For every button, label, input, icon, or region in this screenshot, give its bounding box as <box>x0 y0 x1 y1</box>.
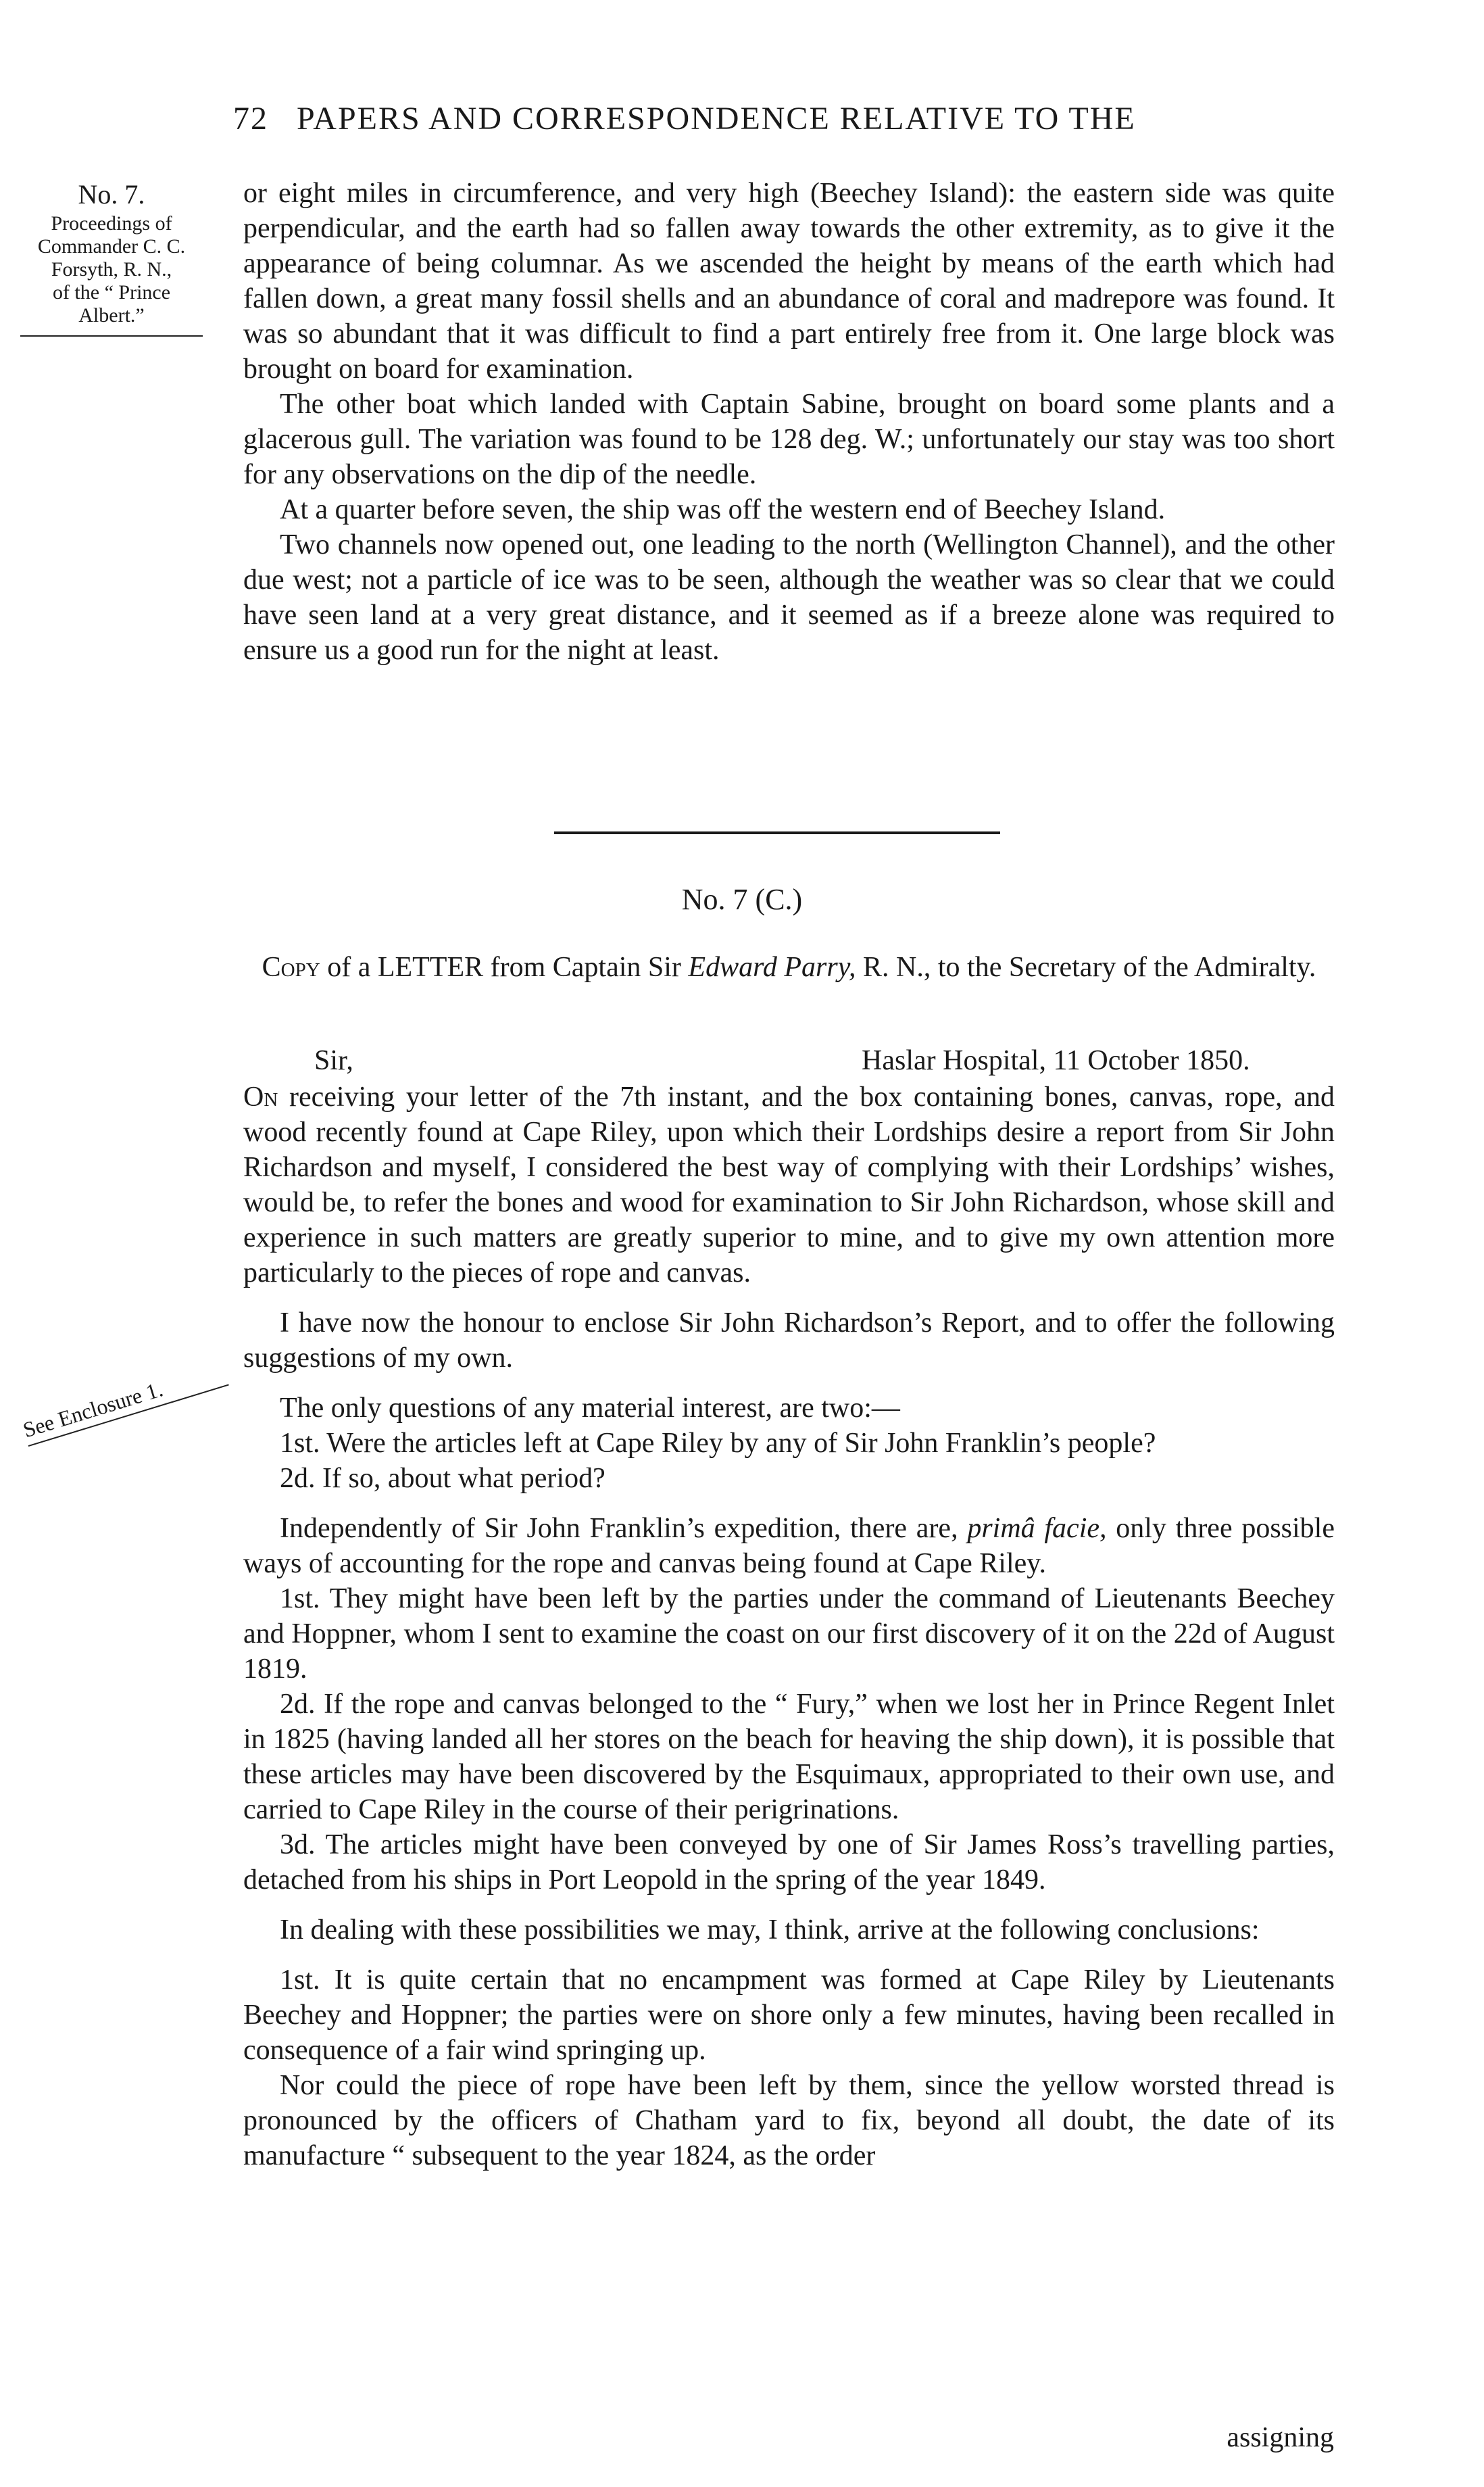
margin-note-rule <box>20 335 203 337</box>
title-post: R. N., to the Secretary of the Admiralty. <box>863 952 1316 983</box>
page-header <box>233 100 1314 137</box>
running-title: PAPERS AND CORRESPONDENCE RELATIVE TO THE <box>297 101 1136 137</box>
paragraph: Two channels now opened out, one leading to the north (Wellington Channel), and the other due west; not a particle of ice was to be seen, although the weather was so clear that we could have seen land at a very great distance, and it seemed as if a breeze alone was required to ensure us a good run for the night at least. <box>243 529 1335 666</box>
title-pre: of a LETTER from Captain Sir <box>327 952 681 983</box>
paragraph: At a quarter before seven, the ship was off the western end of Beechey Island. <box>280 494 1166 525</box>
list-item: 2d. If the rope and canvas belonged to the “ Fury,” when we lost her in Prince Regent Inlet in 1825 (having landed all her stores on the beach for heaving the ship down), it is possible that these articles may have been discovered by the Esquimaux, appropriated to their own use, and carried to Cape Riley in the course of their perigrinations. <box>243 1689 1335 1825</box>
question: 1st. Were the articles left at Cape Riley by any of Sir John Franklin’s people? <box>280 1428 1156 1459</box>
margin-note-line: Forsyth, R. N., <box>51 258 172 281</box>
list-item: 1st. They might have been left by the parties under the command of Lieutenants Beechey and Hoppner, whom I sent to examine the coast on our first discovery of it on the 22d of August 1819. <box>243 1583 1335 1685</box>
document-title <box>243 950 1335 985</box>
list-item: 1st. It is quite certain that no encampment was formed at Cape Riley by Lieutenants Beechey and Hoppner; the parties were on shore only a few minutes, having been recalled in consequence of a fair wind springing up. <box>243 1964 1335 2066</box>
paragraph: In dealing with these possibilities we may, I think, arrive at the following conclusions: <box>280 1914 1260 1946</box>
margin-note-line: of the “ Prince <box>52 281 171 304</box>
italic-phrase: primâ facie, <box>967 1513 1107 1544</box>
margin-note-line: Albert.” <box>78 304 145 327</box>
title-copy: Copy <box>262 952 320 983</box>
place-date: Haslar Hospital, 11 October 1850. <box>862 1045 1250 1076</box>
section-one <box>243 176 1335 668</box>
document-number: No. 7 (C.) <box>681 883 803 916</box>
margin-note-number: No. 7. <box>78 179 145 210</box>
title-name: Edward Parry, <box>688 952 856 983</box>
list-item: 3d. The articles might have been conveyed by one of Sir James Ross’s travelling parties, detached from his ships in Port Leopold in the spring of the year 1849. <box>243 1829 1335 1896</box>
catchword: assigning <box>1227 2422 1334 2453</box>
page-number: 72 <box>233 101 268 137</box>
margin-note-line: Commander C. C. <box>37 235 186 258</box>
paragraph: or eight miles in circumference, and very high (Beechey Island): the eastern side was quite perpendicular, and the earth had so fallen away towards the other extremity, as to give it the appearance of being columnar. As we ascended the height by means of the earth which had fallen down, a great many fossil shells and an abundance of coral and madrepore was found. It was so abundant that it was difficult to find a part entirely free from it. One large block was brought on board for examination. <box>243 178 1335 385</box>
letter-body <box>243 1080 1335 2173</box>
paragraph: Nor could the piece of rope have been left by them, since the yellow worsted thread is pronounced by the officers of Chatham yard to fix, beyond all doubt, the date of its manufacture “ subsequent to the year 1824, as the order <box>243 2070 1335 2171</box>
paragraph: The other boat which landed with Captain Sabine, brought on board some plants and a glacerous gull. The variation was found to be 128 deg. W.; unfortunately our stay was too short for any observations on the dip of the needle. <box>243 389 1335 490</box>
paragraph-text: Independently of Sir John Franklin’s expedition, there are, <box>280 1513 958 1544</box>
paragraph-text: only three possible ways of accounting for the rope and canvas being found at Cape Riley. <box>243 1513 1335 1579</box>
enclosure-note <box>20 1357 229 1447</box>
question: 2d. If so, about what period? <box>280 1463 605 1494</box>
opening-word: On <box>243 1082 278 1113</box>
salutation: Sir, <box>314 1045 353 1076</box>
margin-note-line: Proceedings of <box>51 212 172 235</box>
paragraph <box>243 1080 1335 1290</box>
paragraph <box>243 1511 1335 1581</box>
paragraph: I have now the honour to enclose Sir John Richardson’s Report, and to offer the following suggestions of my own. <box>243 1307 1335 1374</box>
salutation-line <box>314 1044 1335 1077</box>
paragraph-text: receiving your letter of the 7th instant, and the box containing bones, canvas, rope, and wood recently found at Cape Riley, upon which their Lordships desire a report from Sir John Richardson and myself, I considered the best way of complying with their Lordships’ wishes, would be, to refer the bones and wood for examination to Sir John Richardson, whose skill and experience in such matters are greatly superior to mine, and to give my own attention more particularly to the pieces of rope and canvas. <box>243 1082 1335 1288</box>
paragraph: The only questions of any material interest, are two:— <box>280 1393 900 1424</box>
enclosure-note-text: See Enclosure 1. <box>20 1376 166 1443</box>
margin-note <box>14 177 209 337</box>
section-divider <box>554 831 1000 834</box>
